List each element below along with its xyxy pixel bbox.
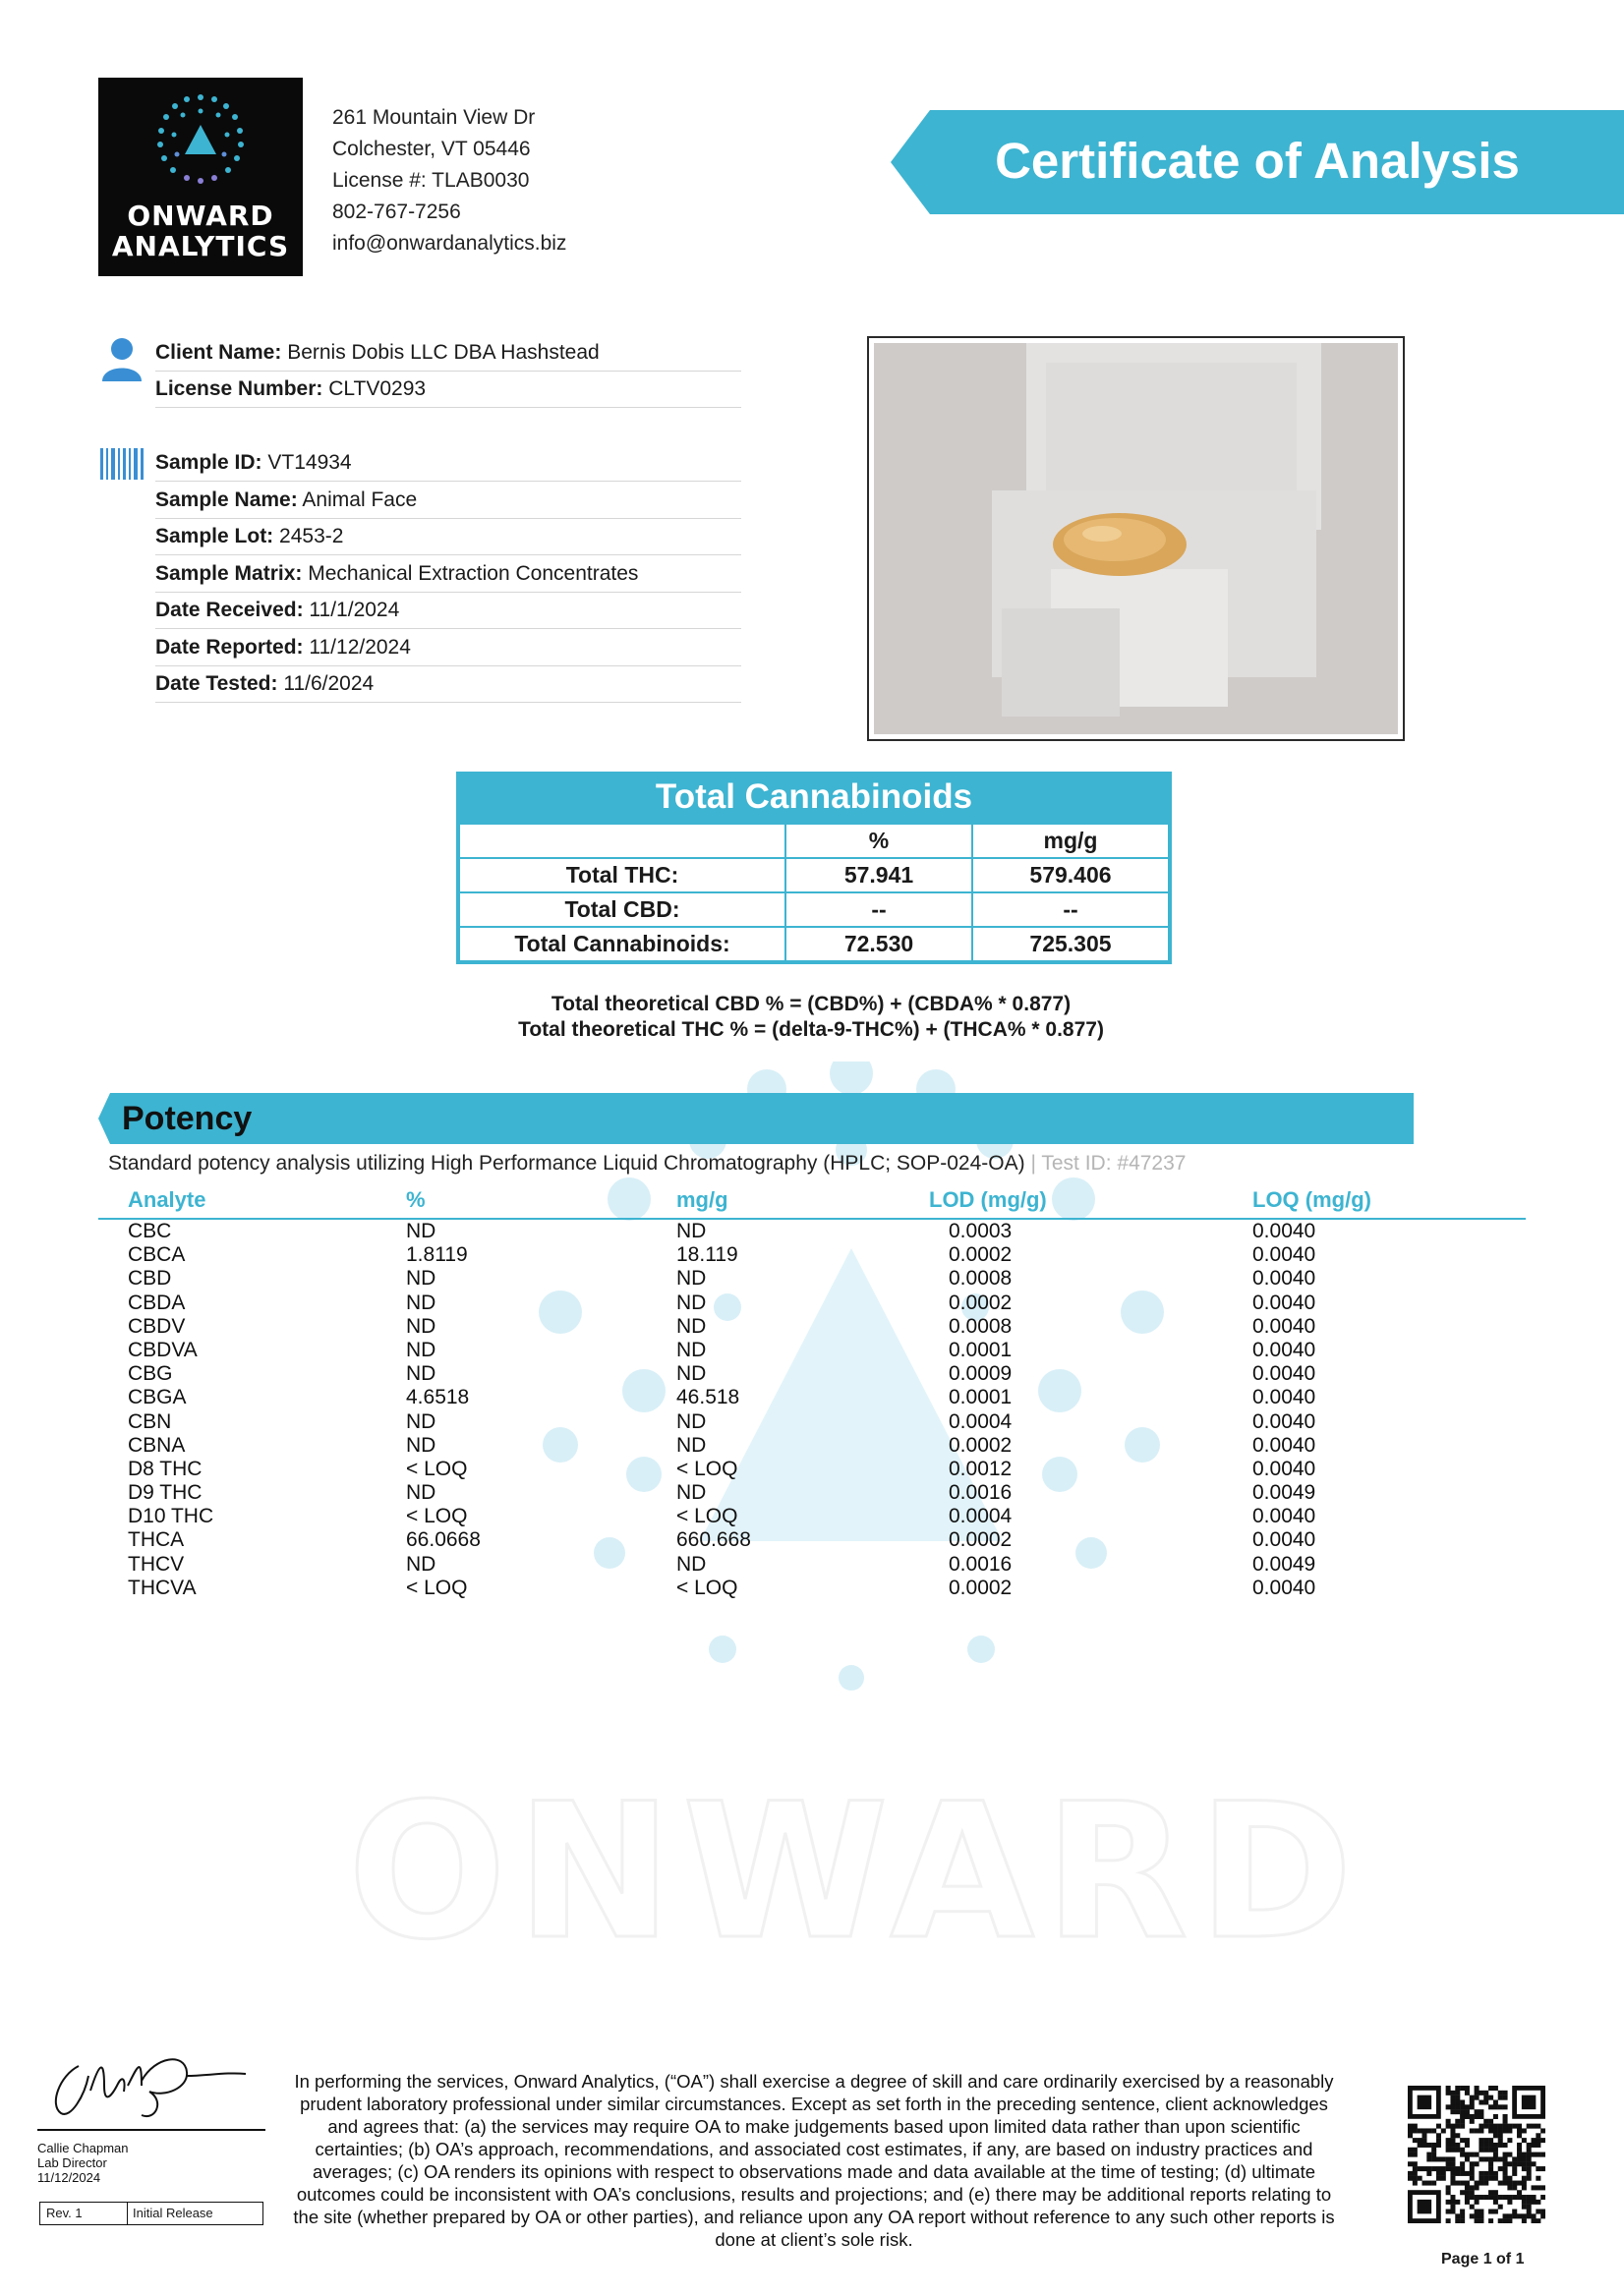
cell-lod: 0.0008 <box>949 1314 1013 1338</box>
lab-phone: 802-767-7256 <box>332 201 461 223</box>
table-row <box>98 1528 1526 1552</box>
cell-mgg: 46.518 <box>676 1386 740 1409</box>
table-row <box>98 1458 1526 1481</box>
cell-loq: 0.0040 <box>1252 1386 1316 1409</box>
cell-pct: 66.0668 <box>406 1528 481 1552</box>
cell-lod: 0.0002 <box>949 1433 1013 1457</box>
cell-lod: 0.0003 <box>949 1220 1013 1242</box>
totals-row-mgg: -- <box>972 892 1170 927</box>
cell-lod: 0.0002 <box>949 1528 1013 1552</box>
potency-method: Standard potency analysis utilizing High Performance Liquid Chromatography (HPLC; SOP-024-OA) <box>108 1152 1025 1175</box>
logo-line-2: ANALYTICS <box>111 230 290 262</box>
cell-pct: ND <box>406 1409 436 1433</box>
logo-line-1: ONWARD <box>127 200 274 232</box>
table-row <box>98 1386 1526 1409</box>
date-reported-label: Date Reported: <box>155 636 304 659</box>
lab-license: License #: TLAB0030 <box>332 169 530 192</box>
cell-analyte: CBDVA <box>128 1338 198 1361</box>
total-cannabinoids-table <box>456 772 1172 964</box>
table-row <box>98 1315 1526 1339</box>
client-name-value: Bernis Dobis LLC DBA Hashstead <box>287 341 600 364</box>
cell-pct: 4.6518 <box>406 1386 470 1409</box>
potency-description <box>108 1152 1186 1176</box>
cell-lod: 0.0009 <box>949 1362 1013 1386</box>
totals-row-pct: 57.941 <box>785 858 972 892</box>
cell-analyte: CBGA <box>128 1386 187 1409</box>
date-received-label: Date Received: <box>155 599 304 621</box>
cell-analyte: CBNA <box>128 1433 186 1457</box>
potency-title: Potency <box>122 1100 253 1137</box>
date-received-value: 11/1/2024 <box>309 599 400 621</box>
totals-row-pct: -- <box>785 892 972 927</box>
cell-mgg: ND <box>676 1362 707 1386</box>
cell-pct: ND <box>406 1362 436 1386</box>
cell-mgg: < LOQ <box>676 1576 738 1599</box>
cell-analyte: CBD <box>128 1267 172 1291</box>
table-row <box>98 1292 1526 1315</box>
thc-formula: Total theoretical THC % = (delta-9-THC%) + (THCA% * 0.877) <box>518 1018 1104 1041</box>
totals-row-mgg: 579.406 <box>972 858 1170 892</box>
cell-mgg: ND <box>676 1267 707 1291</box>
cell-lod: 0.0001 <box>949 1338 1013 1361</box>
cell-analyte: CBCA <box>128 1243 186 1267</box>
potency-table <box>98 1185 1526 1600</box>
revision-number: Rev. 1 <box>46 2206 83 2220</box>
cell-loq: 0.0040 <box>1252 1409 1316 1433</box>
client-license-value: CLTV0293 <box>328 377 427 400</box>
disclaimer-text: In performing the services, Onward Analytics, (“OA”) shall exercise a degree of skill and care ordinarily exercised by a reasonably prudent laboratory professional under similar circumstances. Except as set forth in the preceding sentence, client acknowledges and agrees that: (a) the services may require OA to make judgements based upon limited data rather than upon scientific certainties; (b) OA’s approach, recommendations, and associated cost estimates, if any, are based on industry practices and averages; (c) OA renders its opinions with respect to observations made and data available at the time of testing; (d) ultimate outcomes could be inconsistent with OA’s conclusions, results and projections; and (e) there may be additional reports relating to the site (whether prepared by OA or other parties), and reliance upon any OA report without reference to any such other reports is done at client’s sole risk. <box>293 2071 1335 2250</box>
revision-box <box>39 2202 263 2225</box>
cell-mgg: ND <box>676 1433 707 1457</box>
cell-loq: 0.0040 <box>1252 1362 1316 1386</box>
cell-loq: 0.0040 <box>1252 1457 1316 1480</box>
cell-mgg: ND <box>676 1291 707 1314</box>
cell-lod: 0.0012 <box>949 1457 1013 1480</box>
revision-label: Initial Release <box>127 2203 213 2224</box>
cell-analyte: THCVA <box>128 1576 197 1599</box>
table-row <box>98 1577 1526 1600</box>
cell-lod: 0.0002 <box>949 1243 1013 1267</box>
table-row <box>98 1339 1526 1362</box>
cell-analyte: CBDA <box>128 1291 186 1314</box>
cell-pct: < LOQ <box>406 1457 468 1480</box>
sample-name-line <box>155 483 741 519</box>
col-pct: % <box>406 1187 426 1212</box>
col-analyte: Analyte <box>128 1187 206 1212</box>
cell-lod: 0.0001 <box>949 1386 1013 1409</box>
signer-date: 11/12/2024 <box>37 2170 101 2185</box>
cell-loq: 0.0040 <box>1252 1528 1316 1552</box>
cell-mgg: < LOQ <box>676 1505 738 1528</box>
sample-matrix-value: Mechanical Extraction Concentrates <box>308 562 639 585</box>
cell-mgg: 18.119 <box>676 1243 738 1267</box>
page-number: Page 1 of 1 <box>1441 2251 1525 2267</box>
sample-matrix-label: Sample Matrix: <box>155 562 303 585</box>
cell-lod: 0.0004 <box>949 1409 1013 1433</box>
client-name-line <box>155 335 741 372</box>
cell-mgg: ND <box>676 1552 707 1576</box>
lab-address-line-2: Colchester, VT 05446 <box>332 138 531 160</box>
sample-id-line <box>155 445 741 482</box>
date-received-line <box>155 593 741 629</box>
sample-lot-value: 2453-2 <box>279 525 344 547</box>
lab-contact-block <box>332 102 566 259</box>
cell-loq: 0.0040 <box>1252 1220 1316 1242</box>
cell-analyte: THCV <box>128 1552 185 1576</box>
cell-pct: < LOQ <box>406 1505 468 1528</box>
potency-banner <box>98 1093 1414 1144</box>
svg-text:ONWARD: ONWARD <box>347 1763 1363 1980</box>
cell-pct: 1.8119 <box>406 1243 468 1267</box>
totals-row <box>458 858 1170 892</box>
cell-pct: ND <box>406 1291 436 1314</box>
signer-block <box>37 2141 129 2185</box>
cell-pct: ND <box>406 1314 436 1338</box>
cell-loq: 0.0049 <box>1252 1481 1316 1505</box>
sample-id-label: Sample ID: <box>155 451 262 474</box>
cell-lod: 0.0002 <box>949 1291 1013 1314</box>
cell-loq: 0.0040 <box>1252 1267 1316 1291</box>
cell-analyte: CBDV <box>128 1314 186 1338</box>
cell-analyte: D8 THC <box>128 1457 203 1480</box>
barcode-icon <box>100 448 144 480</box>
cell-pct: ND <box>406 1267 436 1291</box>
cell-pct: ND <box>406 1481 436 1505</box>
date-tested-line <box>155 666 741 703</box>
totals-header-pct: % <box>785 824 972 858</box>
cell-pct: ND <box>406 1338 436 1361</box>
cell-loq: 0.0040 <box>1252 1314 1316 1338</box>
table-row <box>98 1220 1526 1243</box>
cell-pct: ND <box>406 1433 436 1457</box>
sample-lot-label: Sample Lot: <box>155 525 274 547</box>
lab-address-line-1: 261 Mountain View Dr <box>332 106 536 129</box>
table-row <box>98 1505 1526 1528</box>
potency-rows <box>98 1220 1526 1600</box>
date-reported-line <box>155 630 741 666</box>
total-cannabinoids-title: Total Cannabinoids <box>456 772 1172 823</box>
lab-email: info@onwardanalytics.biz <box>332 232 567 255</box>
date-reported-value: 11/12/2024 <box>309 636 411 659</box>
table-row <box>98 1410 1526 1434</box>
potency-table-header <box>98 1185 1526 1220</box>
cell-mgg: 660.668 <box>676 1528 751 1552</box>
totals-header-mgg: mg/g <box>972 824 1170 858</box>
sample-name-value: Animal Face <box>302 488 418 511</box>
title-banner <box>891 110 1624 214</box>
sample-lot-line <box>155 519 741 555</box>
table-row <box>98 1267 1526 1291</box>
cell-loq: 0.0049 <box>1252 1552 1316 1576</box>
qr-code-icon[interactable] <box>1408 2086 1545 2223</box>
cell-mgg: < LOQ <box>676 1457 738 1480</box>
sample-photo <box>867 336 1405 741</box>
cell-mgg: ND <box>676 1338 707 1361</box>
totals-grid <box>456 823 1172 964</box>
cell-lod: 0.0016 <box>949 1481 1013 1505</box>
cell-analyte: THCA <box>128 1528 185 1552</box>
cell-mgg: ND <box>676 1220 707 1242</box>
cell-analyte: CBG <box>128 1362 173 1386</box>
sample-photo-image <box>874 343 1398 734</box>
totals-row-mgg: 725.305 <box>972 927 1170 962</box>
cell-analyte: CBC <box>128 1220 172 1242</box>
cell-loq: 0.0040 <box>1252 1291 1316 1314</box>
cell-mgg: ND <box>676 1314 707 1338</box>
cell-mgg: ND <box>676 1481 707 1505</box>
company-logo <box>98 78 303 276</box>
client-license-line <box>155 372 741 408</box>
cell-loq: 0.0040 <box>1252 1576 1316 1599</box>
table-row <box>98 1434 1526 1458</box>
cell-pct: < LOQ <box>406 1576 468 1599</box>
totals-row <box>458 927 1170 962</box>
totals-row <box>458 892 1170 927</box>
cell-mgg: ND <box>676 1409 707 1433</box>
col-loq: LOQ (mg/g) <box>1252 1187 1371 1212</box>
logo-dots-icon <box>147 89 254 196</box>
cell-lod: 0.0008 <box>949 1267 1013 1291</box>
totals-row-pct: 72.530 <box>785 927 972 962</box>
cell-pct: ND <box>406 1552 436 1576</box>
cell-loq: 0.0040 <box>1252 1505 1316 1528</box>
cbd-formula: Total theoretical CBD % = (CBD%) + (CBDA% * 0.877) <box>551 993 1072 1015</box>
table-row <box>98 1362 1526 1386</box>
client-license-label: License Number: <box>155 377 323 400</box>
cell-analyte: D10 THC <box>128 1505 214 1528</box>
date-tested-label: Date Tested: <box>155 672 278 695</box>
table-row <box>98 1243 1526 1267</box>
sample-matrix-line <box>155 556 741 593</box>
cell-lod: 0.0004 <box>949 1505 1013 1528</box>
totals-row-label: Total THC: <box>458 858 785 892</box>
sample-id-value: VT14934 <box>267 451 352 474</box>
person-icon <box>100 336 144 381</box>
page-title: Certificate of Analysis <box>995 133 1520 189</box>
cell-analyte: D9 THC <box>128 1481 203 1505</box>
client-name-label: Client Name: <box>155 341 282 364</box>
cell-lod: 0.0002 <box>949 1576 1013 1599</box>
col-mgg: mg/g <box>676 1187 728 1212</box>
table-row <box>98 1481 1526 1505</box>
cell-pct: ND <box>406 1220 436 1242</box>
signer-name: Callie Chapman <box>37 2141 129 2155</box>
cell-lod: 0.0016 <box>949 1552 1013 1576</box>
signature-image <box>39 2037 256 2125</box>
table-row <box>98 1553 1526 1577</box>
signature-line <box>37 2129 265 2131</box>
totals-header-blank <box>458 824 785 858</box>
test-id: | Test ID: #47237 <box>1024 1152 1187 1175</box>
cell-loq: 0.0040 <box>1252 1433 1316 1457</box>
cell-analyte: CBN <box>128 1409 172 1433</box>
cell-loq: 0.0040 <box>1252 1243 1316 1267</box>
cell-loq: 0.0040 <box>1252 1338 1316 1361</box>
col-lod: LOD (mg/g) <box>929 1187 1047 1212</box>
sample-name-label: Sample Name: <box>155 488 298 511</box>
totals-row-label: Total Cannabinoids: <box>458 927 785 962</box>
totals-row-label: Total CBD: <box>458 892 785 927</box>
date-tested-value: 11/6/2024 <box>283 672 375 695</box>
signer-role: Lab Director <box>37 2155 107 2170</box>
